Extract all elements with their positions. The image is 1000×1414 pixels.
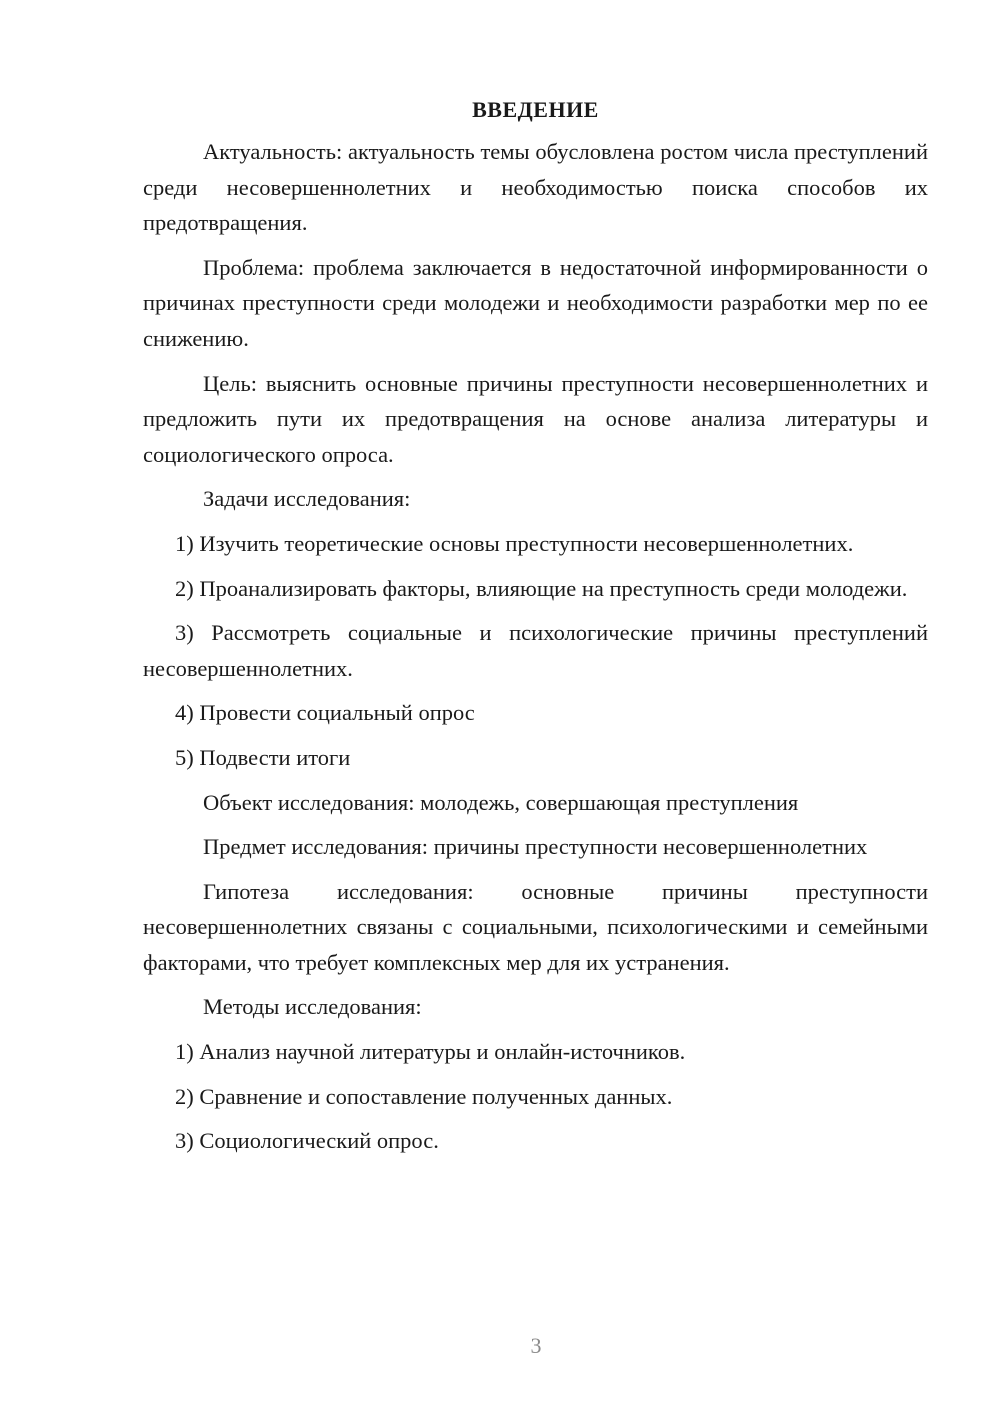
- methods-heading: Методы исследования:: [203, 994, 422, 1020]
- task-item: 5) Подвести итоги: [175, 744, 351, 770]
- task-item: 2) Проанализировать факторы, влияющие на преступность среди молодежи.: [175, 575, 908, 601]
- goal-paragraph: Цель: выяснить основные причины преступности несовершеннолетних и предложить пути их предотвращения на основе анализа литературы и социологического опроса.: [143, 370, 928, 467]
- method-item: 1) Анализ научной литературы и онлайн-источников.: [175, 1039, 686, 1065]
- task-item: 3) Рассмотреть социальные и психологические причины преступлений несовершеннолетних.: [143, 620, 928, 681]
- document-page: [143, 92, 928, 1168]
- task-item: 4) Провести социальный опрос: [175, 700, 475, 726]
- problem-paragraph: Проблема: проблема заключается в недостаточной информированности о причинах преступности среди молодежи и необходимости разработки мер по ее снижению.: [143, 254, 928, 351]
- object-paragraph: Объект исследования: молодежь, совершающая преступления: [203, 789, 799, 815]
- relevance-paragraph: Актуальность: актуальность темы обусловлена ростом числа преступлений среди несовершеннолетних и необходимостью поиска способов их предотвращения.: [143, 139, 928, 236]
- tasks-heading: Задачи исследования:: [203, 486, 411, 512]
- task-item: 1) Изучить теоретические основы преступности несовершеннолетних.: [175, 530, 854, 556]
- section-title: ВВЕДЕНИЕ: [472, 97, 599, 122]
- method-item: 3) Социологический опрос.: [175, 1128, 439, 1154]
- hypothesis-paragraph: Гипотеза исследования: основные причины преступности несовершеннолетних связаны с социальными, психологическими и семейными факторами, что требует комплексных мер для их устранения.: [143, 878, 928, 975]
- subject-paragraph: Предмет исследования: причины преступности несовершеннолетних: [203, 834, 868, 860]
- method-item: 2) Сравнение и сопоставление полученных данных.: [175, 1083, 673, 1109]
- page-number: 3: [530, 1333, 542, 1358]
